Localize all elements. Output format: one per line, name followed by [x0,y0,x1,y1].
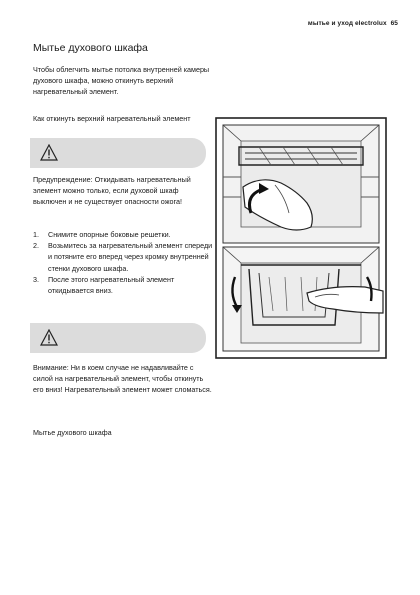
step-item [33,274,213,296]
warning-triangle-icon [40,144,58,161]
step-text: После этого нагревательный элемент откидывается вниз. [48,274,175,296]
step-number: 1. [33,230,39,239]
caution-text: Внимание: Ни в коем случае не надавливайте с силой на нагревательный элемент, чтобы откинуть его вниз! Нагревательный элемент может сломаться. [33,363,212,395]
running-head [308,20,398,27]
caution-triangle-icon [40,329,58,346]
warning-banner [30,138,206,168]
page-title: Мытье духового шкафа [33,42,148,54]
caution-banner [30,323,206,353]
step-text: Снимите опорные боковые решетки. [48,230,171,239]
step-item [33,229,213,240]
subheading: Как откинуть верхний нагревательный элемент [33,114,191,123]
warning-text: Предупреждение: Откидывать нагревательный элемент можно только, если духовой шкаф выключен и не существует опасности ожога! [33,175,191,207]
section-heading: Мытье духового шкафа [33,428,112,437]
running-head-text: мытье и уход electrolux [307,20,387,27]
step-number: 2. [33,241,39,251]
step-text: Возьмитесь за нагревательный элемент спереди и потяните его вперед через кромку внутренней стенки духового шкафа. [48,241,213,273]
intro-paragraph: Чтобы облегчить мытье потолка внутренней камеры духового шкафа, можно откинуть верхний нагревательный элемент. [33,65,210,97]
step-item [33,240,213,274]
steps-list [33,229,213,296]
step-number: 3. [33,274,39,284]
page-number: 65 [390,20,398,27]
oven-heating-element-illustration [215,117,387,359]
